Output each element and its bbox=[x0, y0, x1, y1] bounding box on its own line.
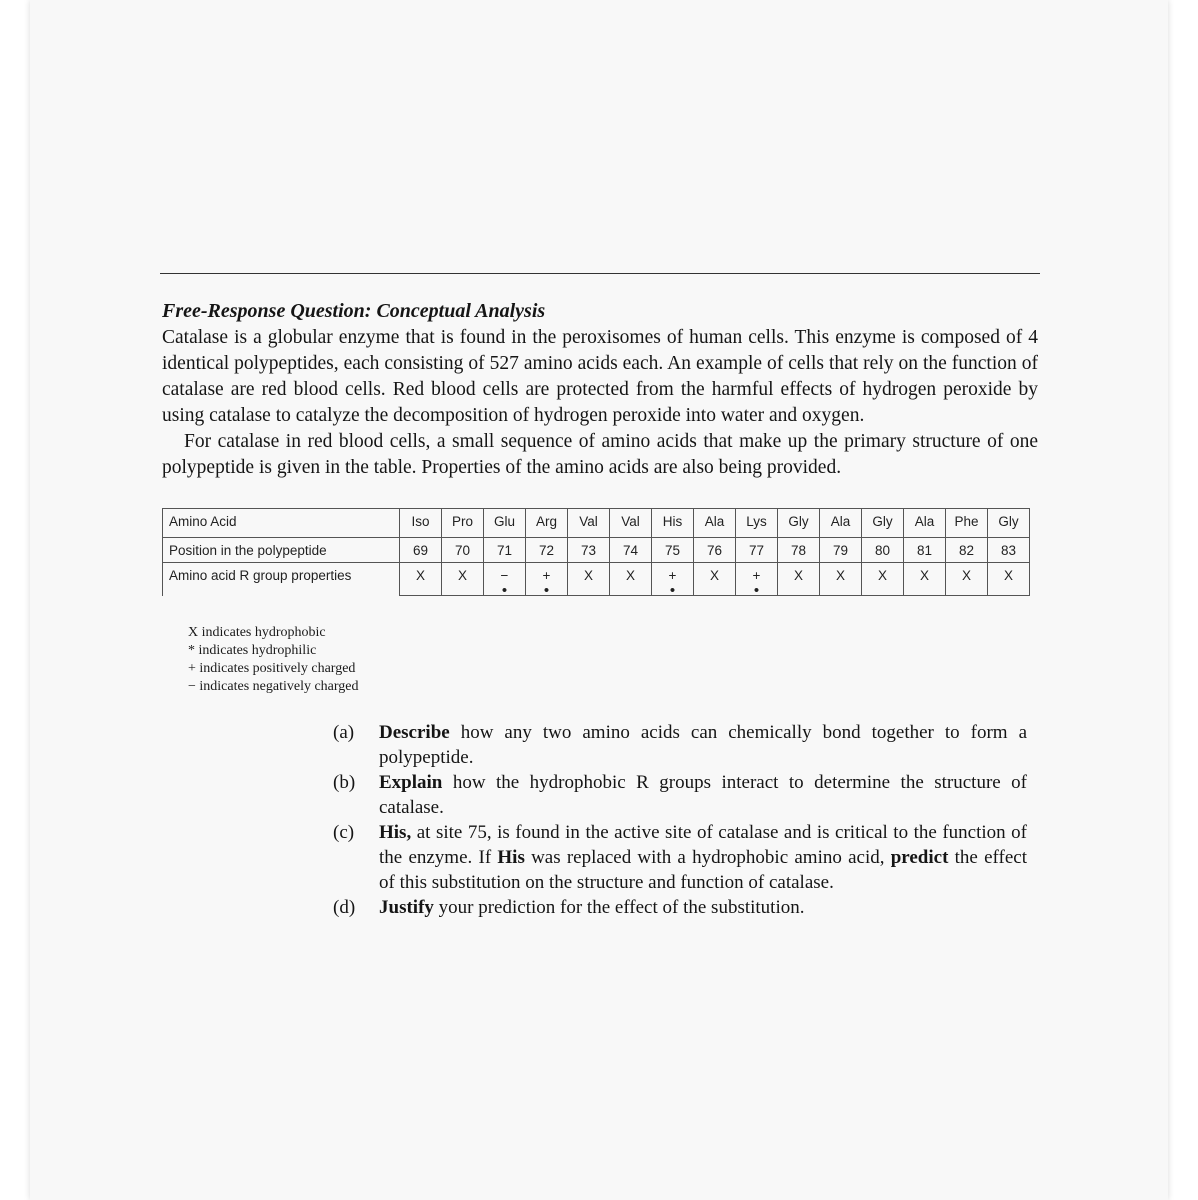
property-cell bbox=[568, 563, 610, 596]
position-cell: 74 bbox=[610, 538, 652, 563]
position-cell: 82 bbox=[946, 538, 988, 563]
question-title: Free-Response Question: Conceptual Analysis bbox=[162, 300, 546, 322]
position-cell: 79 bbox=[820, 538, 862, 563]
property-cell bbox=[694, 563, 736, 596]
row-label-amino-acid: Amino Acid bbox=[163, 509, 400, 538]
question-text: at site 75, is found in the active site of catalase and is critical to the function of the enzyme. If bbox=[379, 822, 1027, 868]
question-intro bbox=[162, 298, 1038, 481]
hydrophilic-mark: • bbox=[543, 582, 550, 599]
property-symbol: X bbox=[835, 568, 845, 583]
question-c bbox=[333, 820, 1027, 895]
amino-acid-cell: Ala bbox=[820, 509, 862, 538]
amino-acid-table bbox=[162, 508, 1030, 599]
amino-acid-row bbox=[163, 509, 1030, 538]
amino-acid-cell: Glu bbox=[484, 509, 526, 538]
key-hydrophobic: X indicates hydrophobic bbox=[188, 625, 326, 640]
key-hydrophilic: * indicates hydrophilic bbox=[188, 643, 317, 658]
property-symbol: X bbox=[457, 568, 467, 583]
question-text: your prediction for the effect of the substitution. bbox=[433, 897, 805, 918]
amino-acid-cell: Iso bbox=[400, 509, 442, 538]
position-cell: 75 bbox=[652, 538, 694, 563]
amino-acid-cell: Gly bbox=[778, 509, 820, 538]
amino-acid-cell: Arg bbox=[526, 509, 568, 538]
task-verb: Describe bbox=[379, 722, 450, 743]
intro-paragraph-1: Catalase is a globular enzyme that is found in the peroxisomes of human cells. This enzyme is composed of 4 identical polypeptides, each consisting of 527 amino acids each. An example of cells that rely on the function of catalase are red blood cells. Red blood cells are protected from the harmful effects of hydrogen peroxide by using catalase to catalyze the decomposition of hydrogen peroxide into water and oxygen. bbox=[162, 327, 1038, 426]
task-verb: predict bbox=[890, 847, 949, 868]
question-label: (d) bbox=[333, 897, 356, 918]
property-cell bbox=[904, 563, 946, 596]
property-cell bbox=[736, 563, 778, 599]
property-cell bbox=[862, 563, 904, 596]
amino-acid-cell: Val bbox=[610, 509, 652, 538]
position-cell: 83 bbox=[988, 538, 1030, 563]
task-verb: Explain bbox=[379, 772, 443, 793]
property-cell bbox=[442, 563, 484, 596]
key-negative: − indicates negatively charged bbox=[188, 679, 359, 694]
legend-key bbox=[188, 624, 359, 696]
intro-paragraph-2: For catalase in red blood cells, a small sequence of amino acids that make up the primary structure of one polypeptide is given in the table. Properties of the amino acids are also being provided. bbox=[162, 431, 1038, 478]
position-cell: 78 bbox=[778, 538, 820, 563]
property-cell bbox=[820, 563, 862, 596]
hydrophilic-mark: • bbox=[501, 582, 508, 599]
property-symbol: X bbox=[793, 568, 803, 583]
amino-acid-cell: Lys bbox=[736, 509, 778, 538]
properties-row bbox=[163, 563, 1030, 596]
property-symbol: X bbox=[415, 568, 425, 583]
property-cell bbox=[400, 563, 442, 596]
property-symbol: + bbox=[542, 568, 551, 583]
amino-acid-cell: Phe bbox=[946, 509, 988, 538]
position-cell: 73 bbox=[568, 538, 610, 563]
position-cell: 72 bbox=[526, 538, 568, 563]
property-cell bbox=[778, 563, 820, 596]
amino-acid-cell: Pro bbox=[442, 509, 484, 538]
property-symbol: X bbox=[583, 568, 593, 583]
position-cell: 69 bbox=[400, 538, 442, 563]
position-cell: 81 bbox=[904, 538, 946, 563]
question-text: how the hydrophobic R groups interact to determine the structure of catalase. bbox=[379, 772, 1027, 818]
task-verb: His bbox=[497, 847, 525, 868]
document-page bbox=[30, 0, 1168, 1200]
amino-acid-cell: Gly bbox=[862, 509, 904, 538]
amino-acid-cell: Ala bbox=[694, 509, 736, 538]
property-symbol: − bbox=[500, 568, 509, 583]
question-label: (c) bbox=[333, 822, 355, 843]
property-cell bbox=[652, 563, 694, 599]
hydrophilic-mark: • bbox=[669, 582, 676, 599]
position-cell: 80 bbox=[862, 538, 904, 563]
property-cell bbox=[946, 563, 988, 596]
question-label: (a) bbox=[333, 722, 355, 743]
position-cell: 77 bbox=[736, 538, 778, 563]
task-verb: Justify bbox=[379, 897, 434, 918]
amino-acid-cell: Ala bbox=[904, 509, 946, 538]
position-cell: 71 bbox=[484, 538, 526, 563]
question-label: (b) bbox=[333, 772, 356, 793]
amino-acid-cell: His bbox=[652, 509, 694, 538]
question-d bbox=[333, 895, 1027, 920]
position-cell: 70 bbox=[442, 538, 484, 563]
position-row bbox=[163, 538, 1030, 563]
property-symbol: X bbox=[919, 568, 929, 583]
question-text: how any two amino acids can chemically bond together to form a polypeptide. bbox=[379, 722, 1027, 768]
row-label-properties: Amino acid R group properties bbox=[163, 563, 400, 596]
row-label-position: Position in the polypeptide bbox=[163, 538, 400, 563]
question-text: the effect of this substitution on the structure and function of catalase. bbox=[379, 847, 1027, 893]
hydrophilic-mark: • bbox=[753, 582, 760, 599]
task-verb: His, bbox=[379, 822, 412, 843]
question-text: was replaced with a hydrophobic amino acid, bbox=[524, 847, 891, 868]
property-symbol: + bbox=[668, 568, 677, 583]
question-a bbox=[333, 720, 1027, 770]
property-symbol: X bbox=[709, 568, 719, 583]
property-symbol: X bbox=[625, 568, 635, 583]
property-cell bbox=[526, 563, 568, 599]
position-cell: 76 bbox=[694, 538, 736, 563]
key-positive: + indicates positively charged bbox=[188, 661, 356, 676]
question-list bbox=[333, 720, 1027, 920]
amino-acid-cell: Val bbox=[568, 509, 610, 538]
property-cell bbox=[484, 563, 526, 599]
property-symbol: X bbox=[1003, 568, 1013, 583]
property-cell bbox=[988, 563, 1030, 596]
property-symbol: X bbox=[961, 568, 971, 583]
property-symbol: + bbox=[752, 568, 761, 583]
question-b bbox=[333, 770, 1027, 820]
amino-acid-cell: Gly bbox=[988, 509, 1030, 538]
section-divider bbox=[160, 273, 1040, 274]
property-symbol: X bbox=[877, 568, 887, 583]
property-cell bbox=[610, 563, 652, 596]
